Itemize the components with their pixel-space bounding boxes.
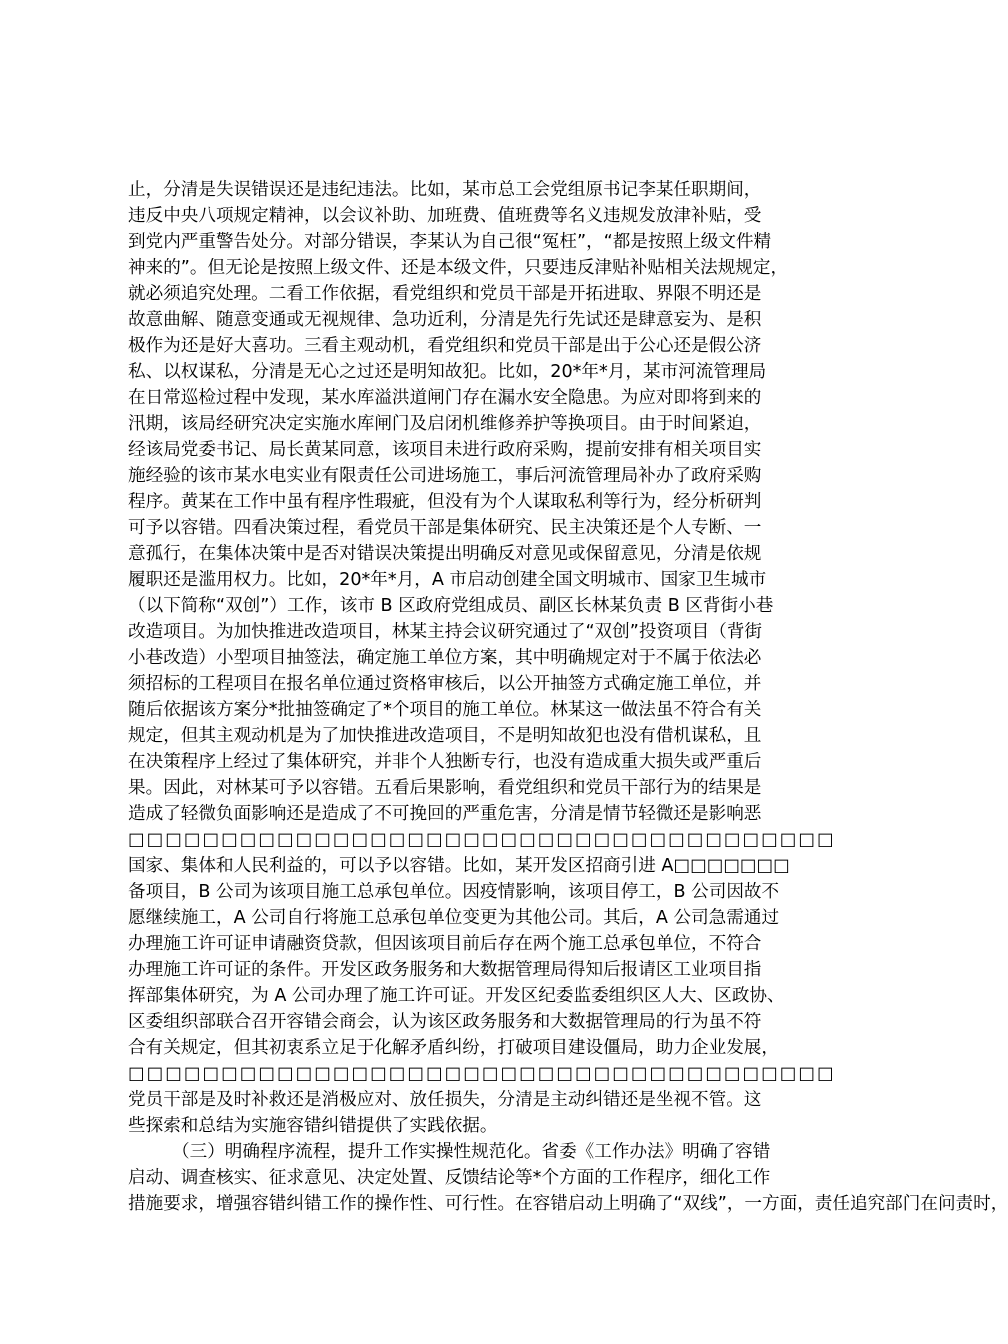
text-line: 合有关规定，但其初衷系立足于化解矛盾纠纷，打破项目建设僵局，助力企业发展， <box>128 1038 779 1058</box>
text-line: 党员干部是及时补救还是消极应对、放任损失，分清是主动纠错还是坐视不管。这 <box>128 1090 762 1110</box>
text-line: 履职还是滥用权力。比如，20*年*月，A 市启动创建全国文明城市、国家卫生城市 <box>128 570 767 590</box>
text-line: 小巷改造）小型项目抽签法，确定施工单位方案，其中明确规定对于不属于依法必 <box>128 648 762 668</box>
text-line: 止，分清是失误错误还是违纪违法。比如，某市总工会党组原书记李某任职期间， <box>128 180 762 200</box>
missing-glyph-line: □□□□□□□□□□□□□□□□□□□□□□□□□□□□□□□□□□□□□□ <box>128 830 836 850</box>
text-line: 在日常巡检过程中发现，某水库溢洪道闸门存在漏水安全隐患。为应对即将到来的 <box>128 388 762 408</box>
text-line: 施经验的该市某水电实业有限责任公司进场施工，事后河流管理局补办了政府采购 <box>128 466 762 486</box>
text-line: 经该局党委书记、局长黄某同意，该项目未进行政府采购，提前安排有相关项目实 <box>128 440 762 460</box>
text-line: 挥部集体研究，为 A 公司办理了施工许可证。开发区纪委监委组织区人大、区政协、 <box>128 986 785 1006</box>
text-line: 违反中央八项规定精神，以会议补助、加班费、值班费等名义违规发放津补贴，受 <box>128 206 762 226</box>
text-line: 改造项目。为加快推进改造项目，林某主持会议研究通过了“双创”投资项目（背街 <box>128 622 763 642</box>
text-line: 办理施工许可证申请融资贷款，但因该项目前后存在两个施工总承包单位，不符合 <box>128 934 762 954</box>
text-line: 果。因此，对林某可予以容错。五看后果影响，看党组织和党员干部行为的结果是 <box>128 778 762 798</box>
text-line: 故意曲解、随意变通或无视规律、急功近利，分清是先行先试还是肆意妄为、是积 <box>128 310 762 330</box>
text-line: 些探索和总结为实施容错纠错提供了实践依据。 <box>128 1116 498 1136</box>
text-line: 区委组织部联合召开容错会商会，认为该区政务服务和大数据管理局的行为虽不符 <box>128 1012 762 1032</box>
text-line: 意孤行，在集体决策中是否对错误决策提出明确反对意见或保留意见，分清是依规 <box>128 544 762 564</box>
text-line: 规定，但其主观动机是为了加快推进改造项目，不是明知故犯也没有借机谋私，且 <box>128 726 762 746</box>
text-line: 就必须追究处理。二看工作依据，看党组织和党员干部是开拓进取、界限不明还是 <box>128 284 762 304</box>
section-heading-line: （三）明确程序流程，提升工作实操性规范化。省委《工作办法》明确了容错 <box>172 1142 771 1162</box>
text-line: 神来的”。但无论是按照上级文件、还是本级文件，只要违反津贴补贴相关法规规定， <box>128 258 789 278</box>
text-line: 备项目，B 公司为该项目施工总承包单位。因疫情影响，该项目停工，B 公司因故不 <box>128 882 780 902</box>
text-line: （以下简称“双创”）工作，该市 B 区政府党组成员、副区长林某负责 B 区背街小巷 <box>128 596 774 616</box>
text-line: 到党内严重警告处分。对部分错误，李某认为自己很“冤枉”，“都是按照上级文件精 <box>128 232 772 252</box>
text-line: 措施要求，增强容错纠错工作的操作性、可行性。在容错启动上明确了“双线”，一方面，责任追究部门在问责时， <box>128 1194 1008 1214</box>
text-line: 启动、调查核实、征求意见、决定处置、反馈结论等*个方面的工作程序，细化工作 <box>128 1168 771 1188</box>
text-line: 造成了轻微负面影响还是造成了不可挽回的严重危害，分清是情节轻微还是影响恶 <box>128 804 762 824</box>
text-line: 办理施工许可证的条件。开发区政务服务和大数据管理局得知后报请区工业项目指 <box>128 960 762 980</box>
text-line: 汛期，该局经研究决定实施水库闸门及启闭机维修养护等换项目。由于时间紧迫， <box>128 414 762 434</box>
text-line: 随后依据该方案分*批抽签确定了*个项目的施工单位。林某这一做法虽不符合有关 <box>128 700 762 720</box>
missing-glyph-line: □□□□□□□□□□□□□□□□□□□□□□□□□□□□□□□□□□□□□□ <box>128 1064 836 1084</box>
text-line: 程序。黄某在工作中虽有程序性瑕疵，但没有为个人谋取私利等行为，经分析研判 <box>128 492 762 512</box>
text-line: 极作为还是好大喜功。三看主观动机，看党组织和党员干部是出于公心还是假公济 <box>128 336 762 356</box>
text-line: 可予以容错。四看决策过程，看党员干部是集体研究、民主决策还是个人专断、一 <box>128 518 762 538</box>
text-line: 须招标的工程项目在报名单位通过资格审核后，以公开抽签方式确定施工单位，并 <box>128 674 762 694</box>
text-line: 私、以权谋私，分清是无心之过还是明知故犯。比如，20*年*月，某市河流管理局 <box>128 362 767 382</box>
text-line: 国家、集体和人民利益的，可以予以容错。比如，某开发区招商引进 A□□□□□□□ <box>128 856 790 876</box>
text-line: 在决策程序上经过了集体研究，并非个人独断专行，也没有造成重大损失或严重后 <box>128 752 762 772</box>
text-line: 愿继续施工，A 公司自行将施工总承包单位变更为其他公司。其后，A 公司急需通过 <box>128 908 780 928</box>
